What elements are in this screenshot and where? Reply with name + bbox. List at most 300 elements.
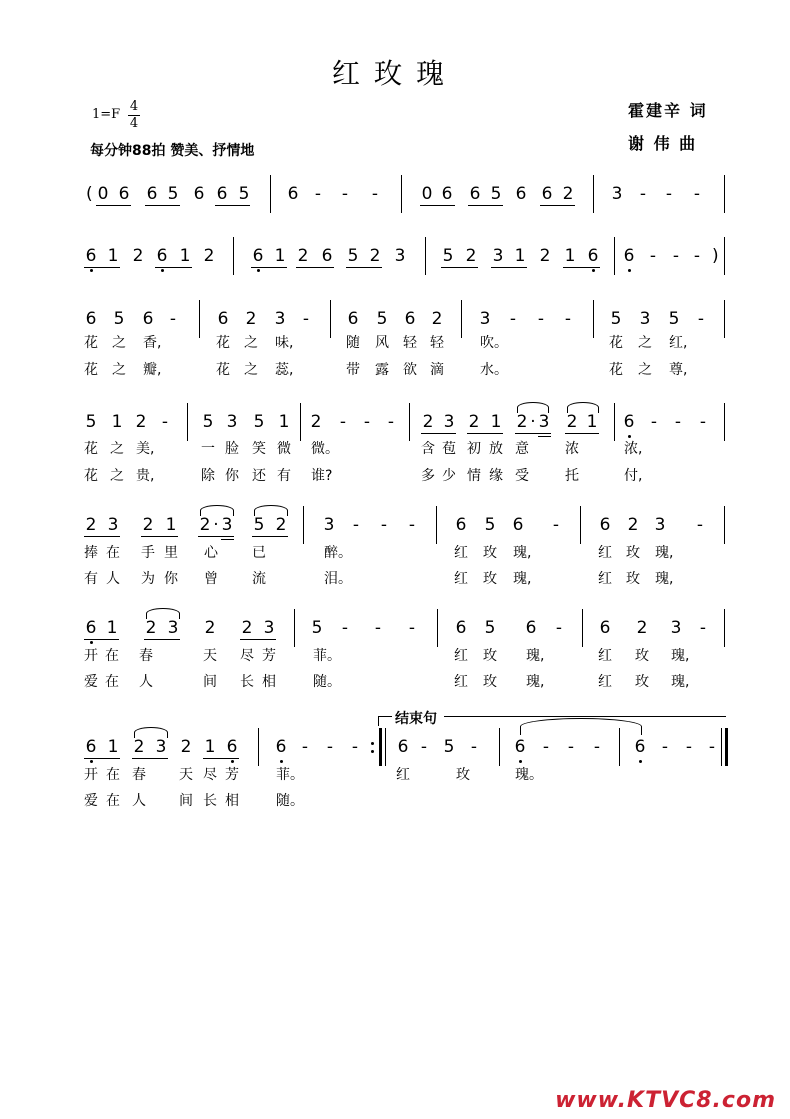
note: - (339, 412, 347, 432)
lyric: 之 (244, 335, 258, 351)
note: 5 (167, 184, 179, 204)
dot-augment: · (213, 515, 219, 535)
note: 6 (514, 737, 526, 757)
lyricist-credit: 霍建辛 词 (628, 101, 708, 120)
beam (132, 758, 168, 759)
lyrics-verse-2 (0, 792, 790, 810)
note: 5 (311, 618, 323, 638)
note: 1 (514, 246, 526, 266)
note: 1 (278, 412, 290, 432)
lyric: 玫 (626, 571, 640, 587)
note: 6 (587, 246, 599, 266)
lyric: 带 (346, 362, 360, 378)
note: 2 (431, 309, 443, 329)
note: 5 (610, 309, 622, 329)
beam (252, 536, 288, 537)
beam (221, 539, 234, 540)
note: 6 (118, 184, 130, 204)
note: 2 (516, 412, 528, 432)
lyric: 红 (598, 571, 612, 587)
lyric: 天 (179, 767, 193, 783)
note: 2 (142, 515, 154, 535)
lyric: 春 (139, 648, 153, 664)
beam (420, 205, 455, 206)
lyric: 浓, (624, 441, 643, 457)
note: 6 (142, 309, 154, 329)
beam (563, 267, 600, 268)
score-row-6 (0, 617, 790, 690)
note: 0 (421, 184, 433, 204)
note: 3 (107, 515, 119, 535)
final-thick-barline (725, 728, 728, 766)
note: 5 (113, 309, 125, 329)
beam (198, 536, 234, 537)
note: 3 (155, 737, 167, 757)
note: 5 (376, 309, 388, 329)
repeat-thin-barline (385, 728, 386, 766)
note: 3 (394, 246, 406, 266)
note: 3 (226, 412, 238, 432)
barline (233, 237, 234, 275)
lyric: 玫 (483, 545, 497, 561)
beam (145, 205, 180, 206)
lyric: 花 (84, 468, 98, 484)
lyric: 蕊, (275, 362, 294, 378)
lyrics-verse-1 (0, 334, 790, 352)
barline (614, 237, 615, 275)
note: - (371, 184, 379, 204)
lyric: 苞 (442, 441, 456, 457)
lyric: 芳 (225, 767, 239, 783)
lyric: 玫 (483, 571, 497, 587)
lyric: 菲。 (276, 767, 304, 783)
low-octave-dot (90, 641, 93, 644)
note: 6 (397, 737, 409, 757)
lyric: 贵, (136, 468, 155, 484)
note: 2 (203, 246, 215, 266)
lyric: 玫 (626, 545, 640, 561)
note: 1 (106, 618, 118, 638)
note: 3 (639, 309, 651, 329)
note: 3 (443, 412, 455, 432)
note: 6 (217, 309, 229, 329)
note: 5 (202, 412, 214, 432)
lyric: 瑰, (526, 674, 545, 690)
note: 6 (85, 246, 97, 266)
score-row-4 (0, 411, 790, 484)
lyric: 浓 (565, 441, 579, 457)
beam (515, 433, 551, 434)
note: - (674, 412, 682, 432)
note: 3 (323, 515, 335, 535)
barline (187, 403, 188, 441)
lyric: 手 (141, 545, 155, 561)
beam (565, 433, 599, 434)
lyric: 水。 (480, 362, 508, 378)
note: 1 (274, 246, 286, 266)
lyrics-verse-1 (0, 766, 790, 784)
beam (84, 639, 119, 640)
lyric: 瓣, (143, 362, 162, 378)
lyric: 心 (204, 545, 218, 561)
low-octave-dot (161, 269, 164, 272)
lyric: 吹。 (480, 335, 508, 351)
coda-line-left (378, 716, 392, 717)
note: 3 (492, 246, 504, 266)
note: 1 (179, 246, 191, 266)
barline (724, 300, 725, 338)
barline (724, 609, 725, 647)
note: 6 (193, 184, 205, 204)
lyrics-verse-1 (0, 647, 790, 665)
note: 6 (541, 184, 553, 204)
beam (467, 433, 503, 434)
score-row-1 (0, 183, 790, 223)
note: 5 (484, 515, 496, 535)
note: 5 (443, 737, 455, 757)
lyric: 长 (203, 793, 217, 809)
slur (146, 608, 180, 619)
lyric: 春 (132, 767, 146, 783)
barline (582, 609, 583, 647)
note: 5 (85, 412, 97, 432)
barline (425, 237, 426, 275)
lyric: 味, (275, 335, 294, 351)
beam (251, 267, 287, 268)
lyric: 花 (609, 362, 623, 378)
note: 6 (85, 309, 97, 329)
time-signature (128, 100, 140, 131)
lyric: 长 (240, 674, 254, 690)
lyric: 微。 (311, 441, 339, 457)
slur (567, 402, 599, 413)
lyric: 花 (84, 441, 98, 457)
beam (540, 205, 575, 206)
note: - (649, 246, 657, 266)
low-octave-dot (628, 269, 631, 272)
barline (258, 728, 259, 766)
note: 6 (599, 515, 611, 535)
barline (724, 237, 725, 275)
lyric: 笑 (252, 441, 266, 457)
note: 5 (253, 412, 265, 432)
beam (84, 267, 120, 268)
lyric: 尽 (203, 767, 217, 783)
lyric: 之 (112, 362, 126, 378)
note: 6 (85, 618, 97, 638)
lyric: 相 (225, 793, 239, 809)
barline (436, 506, 437, 544)
slur (517, 402, 549, 413)
site-watermark: www.KTVC8.com (555, 1088, 776, 1113)
note: 3 (670, 618, 682, 638)
note: 3 (274, 309, 286, 329)
barline (580, 506, 581, 544)
note: 1 (107, 246, 119, 266)
note: 2 (275, 515, 287, 535)
lyric: 托 (565, 468, 579, 484)
note: - (699, 618, 707, 638)
lyric: 曾 (204, 571, 218, 587)
note: - (593, 737, 601, 757)
lyric: 瑰。 (515, 767, 543, 783)
lyric: 已 (252, 545, 266, 561)
lyric: 红 (598, 674, 612, 690)
beam (141, 536, 178, 537)
lyric: 玫 (483, 648, 497, 664)
lyric: 露 (375, 362, 389, 378)
note: 5 (490, 184, 502, 204)
lyric: 瑰, (513, 545, 532, 561)
beam (468, 205, 503, 206)
note: 6 (512, 515, 524, 535)
note: 6 (146, 184, 158, 204)
lyric: 放 (489, 441, 503, 457)
lyric: 瑰, (671, 648, 690, 664)
note: 2 (132, 246, 144, 266)
note: - (408, 515, 416, 535)
lyric: 花 (84, 335, 98, 351)
lyric: 有 (277, 468, 291, 484)
lyric: 花 (609, 335, 623, 351)
barline (461, 300, 462, 338)
note: 6 (623, 246, 635, 266)
note: 6 (525, 618, 537, 638)
lyric: 之 (244, 362, 258, 378)
lyric: 泪。 (324, 571, 352, 587)
note: - (639, 184, 647, 204)
lyric: 瑰, (526, 648, 545, 664)
note: 2 (297, 246, 309, 266)
note: - (699, 412, 707, 432)
lyric: 捧 (84, 545, 98, 561)
note: 2 (180, 737, 192, 757)
note: - (352, 515, 360, 535)
lyric: 爱 (84, 793, 98, 809)
note: 3 (221, 515, 233, 535)
note: 6 (599, 618, 611, 638)
note: 2 (135, 412, 147, 432)
score-row-5 (0, 514, 790, 587)
note: - (567, 737, 575, 757)
lyric: 除 (201, 468, 215, 484)
note: - (697, 309, 705, 329)
beam (240, 639, 276, 640)
note: 6 (455, 515, 467, 535)
score-row-2 (0, 245, 790, 285)
lyric: 玫 (483, 674, 497, 690)
coda-tick (378, 716, 379, 726)
note: 6 (275, 737, 287, 757)
lyric: 开 (84, 767, 98, 783)
lyric: 含 (421, 441, 435, 457)
note: - (301, 737, 309, 757)
lyric: 开 (84, 648, 98, 664)
lyric: 尽 (240, 648, 254, 664)
lyric: 红, (669, 335, 688, 351)
lyric: 花 (216, 335, 230, 351)
lyric: 付, (624, 468, 643, 484)
note: 6 (404, 309, 416, 329)
lyric: 少 (442, 468, 456, 484)
lyric: 红 (598, 545, 612, 561)
lyric: 多 (421, 468, 435, 484)
note: 6 (515, 184, 527, 204)
lyric: 随 (346, 335, 360, 351)
note: - (685, 737, 693, 757)
lyric: 玫 (635, 648, 649, 664)
note: - (552, 515, 560, 535)
lyric: 天 (203, 648, 217, 664)
note: - (672, 246, 680, 266)
barline (303, 506, 304, 544)
lyric: 红 (454, 545, 468, 561)
note: 5 (238, 184, 250, 204)
lyric: 有 (84, 571, 98, 587)
beam (538, 436, 551, 437)
slur (254, 505, 288, 516)
note: 6 (634, 737, 646, 757)
note: 1 (111, 412, 123, 432)
lyric: 花 (84, 362, 98, 378)
lyric: 谁? (311, 468, 333, 484)
lyric: 红 (454, 571, 468, 587)
tie (520, 718, 642, 735)
note: - (537, 309, 545, 329)
slur (134, 727, 168, 738)
lyric: 人 (139, 674, 153, 690)
barline (409, 403, 410, 441)
lyric: 瑰, (671, 674, 690, 690)
note: 3 (654, 515, 666, 535)
lyric: 随。 (276, 793, 304, 809)
lyric: 爱 (84, 674, 98, 690)
note: - (408, 618, 416, 638)
note: 6 (469, 184, 481, 204)
lyric: 之 (638, 362, 652, 378)
lyric: 红 (454, 648, 468, 664)
lyric: 间 (203, 674, 217, 690)
barline (270, 175, 271, 213)
low-octave-dot (231, 760, 234, 763)
lyric: 醉。 (324, 545, 352, 561)
lyric: 流 (252, 571, 266, 587)
lyric: 芳 (262, 648, 276, 664)
note: - (326, 737, 334, 757)
note: - (420, 737, 428, 757)
note: 2 (310, 412, 322, 432)
beam (96, 205, 131, 206)
note: 6 (347, 309, 359, 329)
note: 3 (167, 618, 179, 638)
note: - (161, 412, 169, 432)
note: 6 (623, 412, 635, 432)
low-octave-dot (257, 269, 260, 272)
lyric: 花 (216, 362, 230, 378)
barline (614, 403, 615, 441)
note: - (341, 184, 349, 204)
lyric: 尊, (669, 362, 688, 378)
note: 2 (566, 412, 578, 432)
beam (203, 758, 239, 759)
lyric: 欲 (403, 362, 417, 378)
lyric: 红 (598, 648, 612, 664)
note: 0 (97, 184, 109, 204)
note: - (341, 618, 349, 638)
note: - (302, 309, 310, 329)
bracket-close: ) (712, 246, 719, 266)
lyrics-verse-2 (0, 570, 790, 588)
lyric: 间 (179, 793, 193, 809)
lyric: 微 (277, 441, 291, 457)
lyric: 初 (467, 441, 481, 457)
note: 6 (156, 246, 168, 266)
note: - (169, 309, 177, 329)
lyric: 美, (136, 441, 155, 457)
note: - (708, 737, 716, 757)
tempo-marking: 每分钟88拍 赞美、抒情地 (90, 143, 255, 159)
note: 5 (442, 246, 454, 266)
note: - (351, 737, 359, 757)
lyrics-verse-1 (0, 544, 790, 562)
key-signature: 1=F (92, 107, 121, 122)
barline (437, 609, 438, 647)
lyric: 在 (106, 545, 120, 561)
beam (296, 267, 334, 268)
coda-line-right (444, 716, 726, 717)
lyric: 在 (105, 674, 119, 690)
note: 6 (441, 184, 453, 204)
note: 1 (490, 412, 502, 432)
note: 2 (369, 246, 381, 266)
barline (294, 609, 295, 647)
beam (155, 267, 192, 268)
note: - (470, 737, 478, 757)
barline (724, 506, 725, 544)
note: - (314, 184, 322, 204)
beam (215, 205, 250, 206)
note: 5 (347, 246, 359, 266)
note: - (665, 184, 673, 204)
beam (84, 758, 120, 759)
note: 3 (611, 184, 623, 204)
repeat-thick-barline (379, 728, 382, 766)
note: 2 (204, 618, 216, 638)
lyric: 相 (262, 674, 276, 690)
note: 6 (252, 246, 264, 266)
lyric: 香, (143, 335, 162, 351)
low-octave-dot (592, 269, 595, 272)
note: 5 (253, 515, 265, 535)
lyric: 一 (201, 441, 215, 457)
low-octave-dot (90, 269, 93, 272)
lyric: 人 (106, 571, 120, 587)
lyrics-verse-2 (0, 467, 790, 485)
lyric: 你 (164, 571, 178, 587)
note: 2 (465, 246, 477, 266)
note: - (509, 309, 517, 329)
lyric: 之 (638, 335, 652, 351)
note: 2 (133, 737, 145, 757)
dot-augment: · (530, 412, 536, 432)
repeat-dots (371, 736, 375, 760)
note: 2 (468, 412, 480, 432)
note: - (696, 515, 704, 535)
note: 2 (422, 412, 434, 432)
note: 3 (479, 309, 491, 329)
note: 2 (539, 246, 551, 266)
lyric: 瑰, (655, 545, 674, 561)
